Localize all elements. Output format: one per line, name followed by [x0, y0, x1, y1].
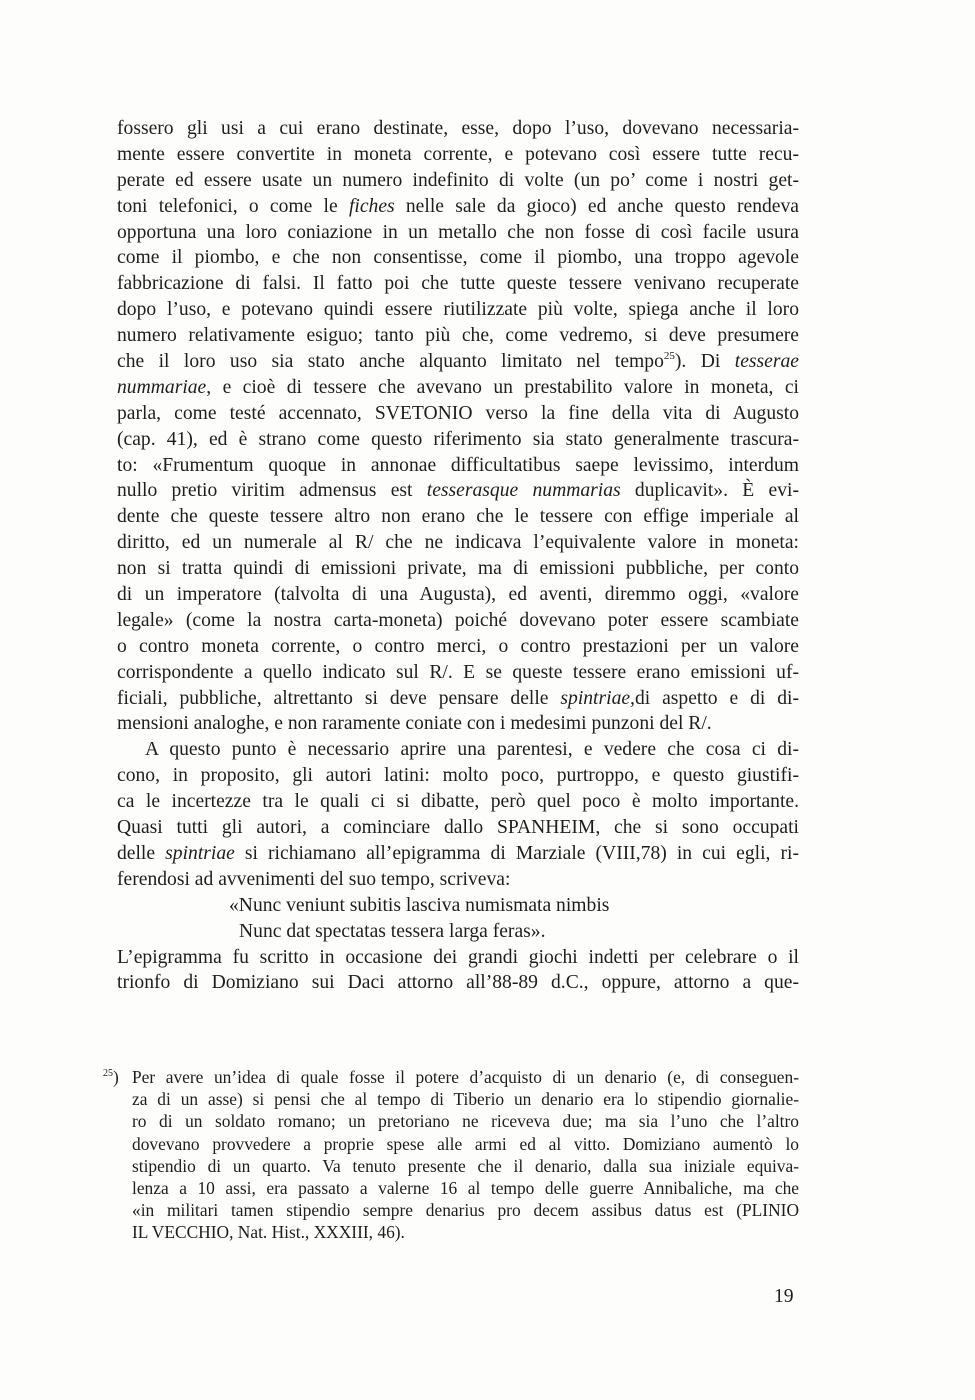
footnote-line: «in militari tamen stipendio sempre denarius pro decem assibus datus est (PLINIO	[132, 1200, 799, 1221]
text-line: trionfo di Domiziano sui Daci attorno all’88-89 d.C., oppure, attorno a que-	[117, 972, 799, 994]
text-line: diritto, ed un numerale al R/ che ne indicava l’equivalente valore in moneta:	[117, 532, 799, 554]
text-line: di un imperatore (talvolta di una Augusta), ed aventi, diremmo oggi, «valore	[117, 584, 799, 606]
text-line: fabbricazione di falsi. Il fatto poi che tutte queste tessere venivano recuperate	[117, 273, 799, 295]
text-run: delle	[117, 842, 166, 864]
text-line: o contro moneta corrente, o contro merci, o contro prestazioni per un valore	[117, 635, 799, 657]
text-line: A questo punto è necessario aprire una parentesi, e vedere che cosa ci di-	[145, 739, 799, 761]
text-run: nullo pretio viritim admensus est	[117, 480, 427, 502]
paragraph-2	[117, 737, 799, 892]
footnote-reference[interactable]: 25	[663, 350, 675, 363]
text-line: mensioni analoghe, e non raramente coniate con i medesimi punzoni del R/.	[117, 713, 712, 735]
italic-term: tesserasque nummarias	[426, 480, 621, 502]
footnote-line: lenza a 10 assi, era passato a valerne 16 al tempo delle guerre Annibaliche, ma che	[132, 1177, 799, 1198]
text-line: (cap. 41), ed è strano come questo riferimento sia stato generalmente trascura-	[117, 428, 799, 450]
text-line: corrispondente a quello indicato sul R/. E se queste tessere erano emissioni uf-	[117, 661, 799, 683]
italic-term: spintriae,	[560, 687, 635, 709]
footnote-line: Per avere un’idea di quale fosse il potere d’acquisto di un denario (e, di conseguen-	[132, 1067, 799, 1087]
text-run: ). Di	[674, 351, 735, 373]
footnote-body	[132, 1066, 799, 1244]
text-line: legale» (come la nostra carta-moneta) poiché dovevano poter essere scambiate	[117, 609, 799, 631]
text-line: dente che queste tessere altro non erano che le tessere con effige imperiale al	[117, 506, 799, 528]
italic-term: fiches	[348, 195, 395, 217]
italic-term: tesserae	[734, 351, 799, 373]
text-run: , e cioè di tessere che avevano un prestabilito valore in moneta, ci	[206, 376, 799, 398]
italic-term: nummariae	[117, 376, 207, 398]
verse-quote	[117, 893, 799, 945]
italic-term: spintriae	[165, 842, 235, 864]
verse-line: «Nunc veniunt subitis lasciva numismata nimbis	[229, 894, 610, 916]
text-line: mente essere convertite in moneta corrente, e potevano così essere tutte recu-	[117, 143, 799, 165]
text-line: ca le incertezze tra le quali ci si dibatte, però quel poco è molto importante.	[117, 791, 799, 813]
text-line: dopo l’uso, e potevano quindi essere riutilizzate più volte, spiega anche il loro	[117, 299, 799, 321]
text-run: duplicavit». È evi-	[620, 480, 799, 502]
text-line: L’epigramma fu scritto in occasione dei grandi giochi indetti per celebrare o il	[117, 946, 799, 968]
text-line: come il piombo, e che non consentisse, come il piombo, una troppo agevole	[117, 247, 799, 269]
footnote-line: za di un asse) si pensi che al tempo di Tiberio un denario era lo stipendio giornalie-	[132, 1089, 799, 1110]
text-run: si richiamano all’epigramma di Marziale (VIII,78) in cui egli, ri-	[234, 842, 799, 864]
text-line	[117, 194, 799, 220]
footnote-line: dovevano provvedere a proprie spese alle armi ed al vitto. Domiziano aumentò lo	[132, 1133, 799, 1154]
text-run: nelle sale da gioco) ed anche questo rendeva	[394, 195, 799, 217]
footnote	[103, 1066, 799, 1244]
footnote-marker	[103, 1066, 119, 1088]
text-line	[117, 478, 799, 504]
text-line: cono, in proposito, gli autori latini: molto poco, purtroppo, e questo giustifi-	[117, 765, 799, 787]
footnote-paren: )	[113, 1067, 119, 1087]
paragraph-1	[117, 116, 799, 737]
text-line	[117, 841, 799, 867]
footnote-line: ro di un soldato romano; un pretoriano ne riceveva due; ma sia l’uno che l’altro	[132, 1111, 799, 1132]
text-line: ferendosi ad avvenimenti del suo tempo, scriveva:	[117, 868, 511, 890]
footnote-line: IL VECCHIO, Nat. Hist., XXXIII, 46).	[132, 1222, 405, 1243]
text-line: to: «Frumentum quoque in annonae difficultatibus saepe levissimo, interdum	[117, 454, 799, 476]
text-line	[117, 686, 799, 712]
page-number: 19	[774, 1286, 794, 1307]
footnote-line: stipendio di un quarto. Va tenuto presente che il denario, dalla sua iniziale equiva-	[132, 1155, 799, 1176]
text-run: toni telefonici, o come le	[117, 195, 349, 217]
paragraph-3	[117, 945, 799, 997]
text-line: Quasi tutti gli autori, a cominciare dallo SPANHEIM, che si sono occupati	[117, 817, 799, 839]
text-line: opportuna una loro coniazione in un metallo che non fosse di così facile usura	[117, 221, 799, 243]
verse-line: Nunc dat spectatas tessera larga feras».	[239, 920, 546, 942]
text-run: che il loro uso sia stato anche alquanto limitato nel tempo	[117, 351, 664, 373]
text-line: fossero gli usi a cui erano destinate, esse, dopo l’uso, dovevano necessaria-	[117, 118, 799, 139]
text-line: non si tratta quindi di emissioni private, ma di emissioni pubbliche, per conto	[117, 558, 799, 580]
main-text	[117, 116, 799, 996]
text-line	[117, 375, 799, 401]
text-line	[117, 349, 799, 375]
text-line: parla, come testé accennato, SVETONIO verso la fine della vita di Augusto	[117, 402, 799, 424]
text-run: di aspetto e di di-	[634, 687, 799, 709]
text-line: perate ed essere usate un numero indefinito di volte (un po’ come i nostri get-	[117, 169, 799, 191]
footnote-number: 25	[103, 1068, 113, 1079]
text-line: numero relativamente esiguo; tanto più che, come vedremo, si deve presumere	[117, 325, 799, 347]
text-run: ficiali, pubbliche, altrettanto si deve pensare delle	[117, 687, 561, 709]
